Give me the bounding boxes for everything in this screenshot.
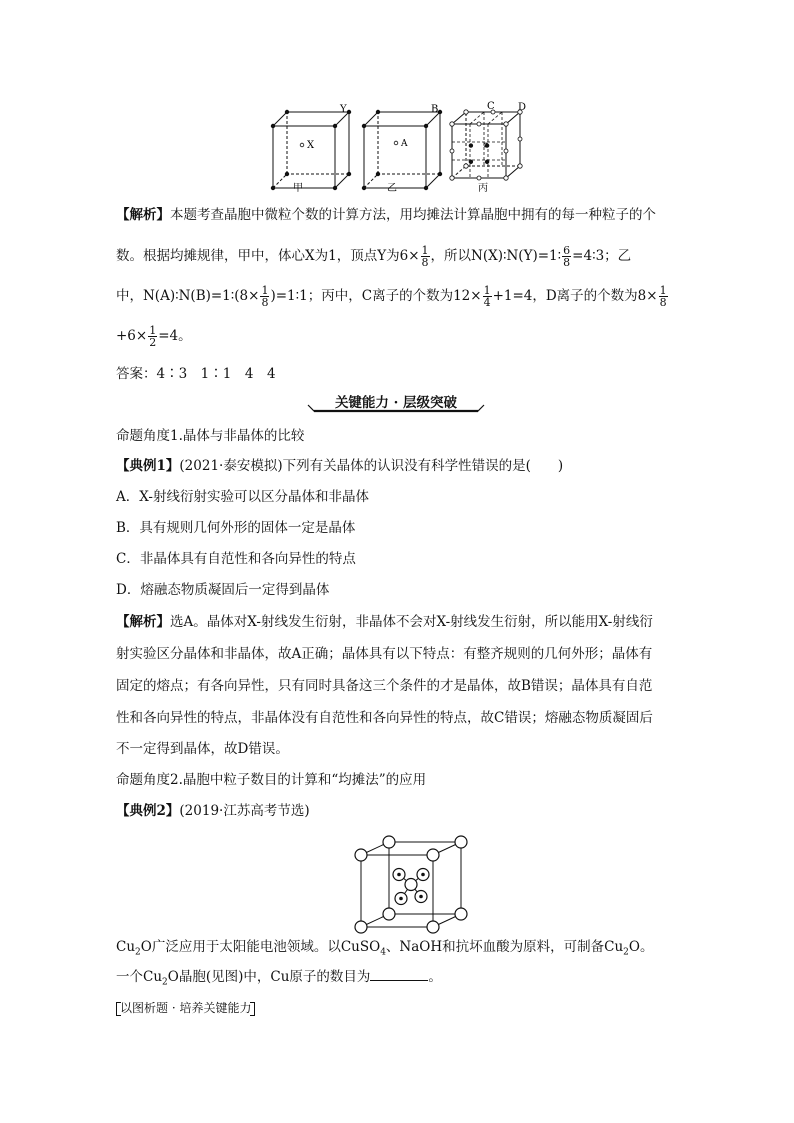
analysis1-line3: 中，N(A)∶N(B)=1∶(8× $\frac{1}{8}$ )=1∶1；丙中，C离子的个数为12× $\frac{1}{4}$ +1=4，D离子的个数为8× $\frac{1}{8}$ — [116, 284, 667, 309]
analysis1-line4: +6× $\frac{1}{2}$ =4。 — [116, 324, 192, 349]
fraction: $\frac{1}{4}$ — [483, 284, 491, 309]
label-X: X — [307, 140, 315, 151]
question2-line2: 一个$Cu_2O$晶胞(见图)中，Cu原子的数目为 。 — [116, 969, 442, 988]
answer1: 答案：4∶3 1∶1 4 4 — [116, 366, 276, 382]
fraction: $\frac{1}{2}$ — [149, 324, 157, 349]
analysis2-line1: 【解析】选A。晶体对X-射线发生衍射，非晶体不会对X-射线发生衍射，所以能用X-射线衍 — [116, 614, 653, 630]
label-C: C — [487, 101, 495, 112]
example-tag: 【典例2】 — [116, 803, 180, 819]
option-c: C．非晶体具有自范性和各向异性的特点 — [116, 551, 356, 567]
cell-bing — [450, 110, 522, 180]
label-B: B — [431, 104, 439, 115]
answer-blank[interactable] — [370, 968, 428, 981]
angle2-heading: 命题角度2.晶胞中粒子数目的计算和“均摊法”的应用 — [116, 772, 427, 788]
analysis-tag: 【解析】 — [116, 207, 170, 223]
caption-bing: 丙 — [478, 183, 488, 194]
analysis2-line4: 性和各向异性的特点，非晶体没有自范性和各向异性的特点，故C错误；熔融态物质凝固后 — [116, 710, 653, 726]
label-A: A — [401, 139, 408, 149]
fraction: $\frac{1}{8}$ — [261, 284, 269, 309]
analysis1-line1: 【解析】本题考查晶胞中微粒个数的计算方法，用均摊法计算晶胞中拥有的每一种粒子的个 — [116, 207, 656, 223]
fraction: $\frac{1}{8}$ — [659, 284, 667, 309]
caption-yi: 乙 — [387, 183, 397, 194]
option-a: A．X-射线衍射实验可以区分晶体和非晶体 — [116, 489, 369, 505]
caption-jia: 甲 — [293, 183, 303, 194]
analysis1-line2: 数。根据均摊规律，甲中，体心X为1，顶点Y为6× $\frac{1}{8}$ ，所以N(X)∶N(Y)=1∶ $\frac{6}{8}$ =4∶3；乙 — [116, 244, 632, 269]
banner-title: 关键能力 · 层级突破 — [334, 395, 458, 411]
example2: 【典例2】(2019·江苏高考节选) — [116, 803, 310, 819]
example-tag: 【典例1】 — [116, 458, 180, 474]
cell-yi — [362, 110, 442, 190]
analysis2-line3: 固定的熔点；有各向异性，只有同时具备这三个条件的才是晶体，故B错误；晶体具有自范 — [116, 678, 653, 694]
example1: 【典例1】(2021·泰安模拟)下列有关晶体的认识没有科学性错误的是( ) — [116, 458, 564, 474]
option-d: D．熔融态物质凝固后一定得到晶体 — [116, 582, 330, 598]
option-b: B．具有规则几何外形的固体一定是晶体 — [116, 520, 356, 536]
label-Y: Y — [340, 104, 347, 115]
question2-line1: $Cu_2O$广泛应用于太阳能电池领域。以CuSO$_4$、NaOH和抗坏血酸为原料，可制备$Cu_2O$。 — [116, 939, 654, 958]
footer-tag: 以图析题 · 培养关键能力 — [116, 1000, 255, 1016]
unit-cells-figure — [0, 0, 794, 200]
fraction: $\frac{1}{8}$ — [421, 244, 429, 269]
angle1-heading: 命题角度1.晶体与非晶体的比较 — [116, 428, 305, 444]
analysis-tag: 【解析】 — [116, 614, 170, 630]
label-D: D — [518, 102, 527, 113]
analysis2-line5: 不一定得到晶体，故D错误。 — [116, 741, 289, 757]
analysis2-line2: 射实验区分晶体和非晶体，故A正确；晶体具有以下特点：有整齐规则的几何外形；晶体有 — [116, 646, 653, 662]
section-banner — [306, 393, 486, 413]
fraction: $\frac{6}{8}$ — [563, 244, 571, 269]
